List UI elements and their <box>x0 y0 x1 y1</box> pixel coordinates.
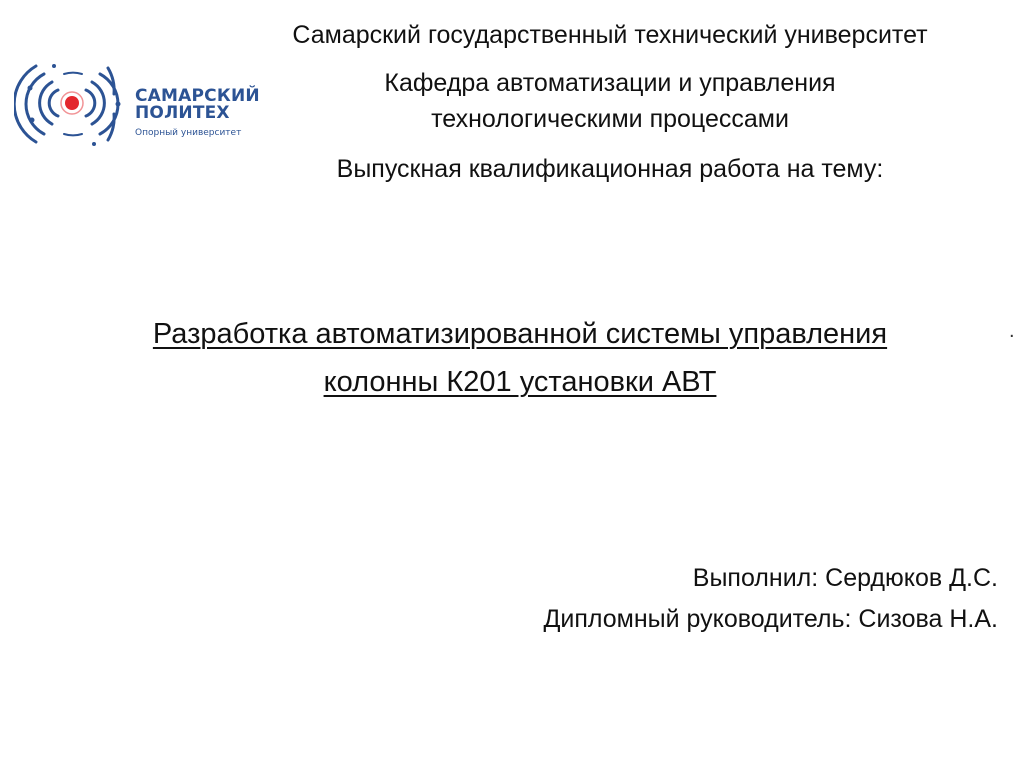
department-line-2: технологическими процессами <box>431 105 789 133</box>
thesis-title-line-2: колонны К201 установки АВТ <box>323 366 717 398</box>
orbit-logo-icon <box>14 54 134 154</box>
author-credit: Выполнил: Сердюков Д.С. <box>692 564 998 592</box>
trailing-dot: . <box>1009 320 1015 342</box>
university-name: Самарский государственный технический университет <box>292 21 928 49</box>
topic-intro: Выпускная квалификационная работа на тему: <box>336 155 884 183</box>
department-line-1: Кафедра автоматизации и управления <box>384 69 836 97</box>
supervisor-credit: Дипломный руководитель: Сизова Н.А. <box>543 605 998 633</box>
thesis-title-line-1: Разработка автоматизированной системы управления <box>152 318 888 350</box>
logo-name-line-2: ПОЛИТЕХ <box>135 103 230 123</box>
logo-tagline: Опорный университет <box>135 128 242 138</box>
logo-name-line-1: САМАРСКИЙ <box>135 86 260 106</box>
